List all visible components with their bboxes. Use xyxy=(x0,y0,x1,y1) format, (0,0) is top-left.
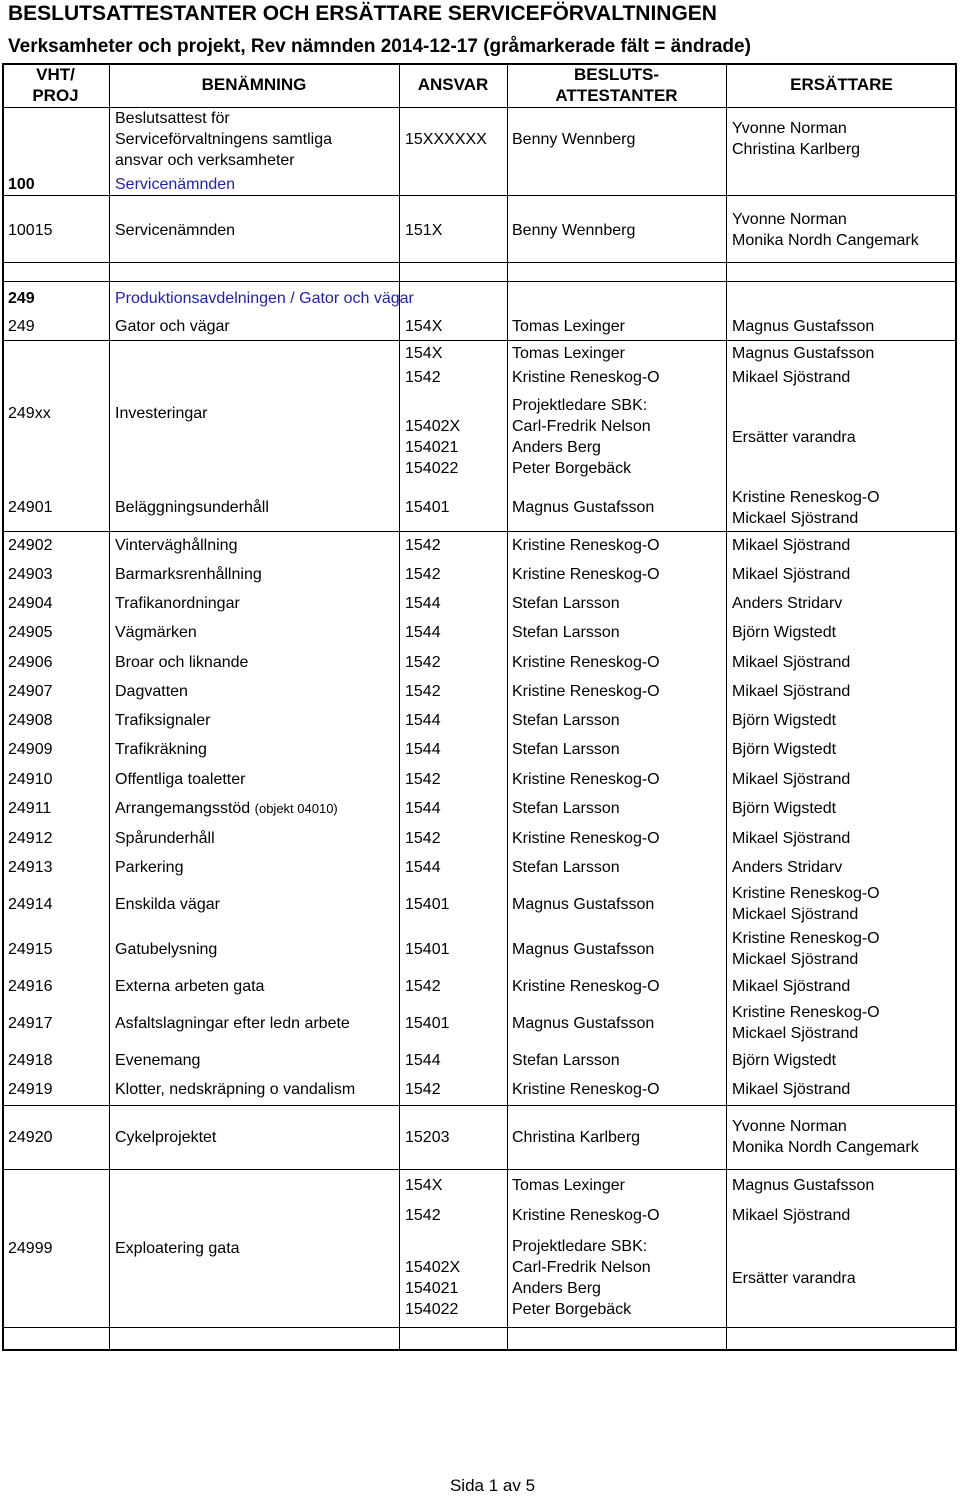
block1-ansvar: 15XXXXXX xyxy=(405,131,487,148)
page-title: BESLUTSATTESTANTER OCH ERSÄTTARE SERVICEFÖRVALTNINGEN xyxy=(8,2,717,25)
row-ersattare: Yvonne Norman Monika Nordh Cangemark xyxy=(732,211,919,249)
row-code: 24908 xyxy=(8,712,53,729)
row-code: 24999 xyxy=(8,1240,53,1257)
row-ersattare: Björn Wigstedt xyxy=(732,1052,837,1069)
row-ersattare: Mikael Sjöstrand xyxy=(732,683,851,700)
header-besluts-line2: ATTESTANTER xyxy=(555,86,678,105)
row-code: 24917 xyxy=(8,1015,53,1032)
col-divider xyxy=(399,63,400,1351)
row-name: Evenemang xyxy=(115,1052,201,1069)
block1-ersattare: Yvonne Norman Christina Karlberg xyxy=(732,120,861,158)
row-name: Vägmärken xyxy=(115,624,197,641)
row-name: Gatubelysning xyxy=(115,941,218,958)
row-name: Offentliga toaletter xyxy=(115,771,246,788)
row-name: Investeringar xyxy=(115,405,208,422)
row-attestant: Kristine Reneskog-O xyxy=(512,1081,660,1098)
row-attestant: Christina Karlberg xyxy=(512,1129,641,1146)
header-ersattare: ERSÄTTARE xyxy=(790,75,893,94)
row-ersattare: Magnus Gustafsson xyxy=(732,345,875,362)
row-ansvar: 151X xyxy=(405,222,443,239)
row-code: 24914 xyxy=(8,896,53,913)
page-subtitle: Verksamheter och projekt, Rev nämnden 2014-12-17 (gråmarkerade fält = ändrade) xyxy=(8,36,751,57)
projektledare-list: Carl-Fredrik Nelson Anders Berg Peter Borgebäck xyxy=(512,1259,651,1318)
section-code: 249 xyxy=(8,290,35,307)
row-name: Trafikräkning xyxy=(115,741,207,758)
row-name: Barmarksrenhållning xyxy=(115,566,262,583)
projektledare-list: Carl-Fredrik Nelson Anders Berg Peter Borgebäck xyxy=(512,418,651,477)
row-ansvar: 1544 xyxy=(405,624,441,641)
row-ansvar: 15401 xyxy=(405,499,450,516)
row-code: 24905 xyxy=(8,624,53,641)
row-code: 24918 xyxy=(8,1052,53,1069)
row-code: 249xx xyxy=(8,405,51,422)
row-ersattare: Mikael Sjöstrand xyxy=(732,566,851,583)
row-code: 24904 xyxy=(8,595,53,612)
row-note: (objekt 04010) xyxy=(254,801,338,816)
row-attestant: Kristine Reneskog-O xyxy=(512,537,660,554)
header-vht-proj xyxy=(2,64,109,106)
row-ersattare: Magnus Gustafsson xyxy=(732,1177,875,1194)
row-code: 24907 xyxy=(8,683,53,700)
row-code: 24906 xyxy=(8,654,53,671)
row-ansvar: 1544 xyxy=(405,1052,441,1069)
row-code: 24909 xyxy=(8,741,53,758)
row-ansvar: 15401 xyxy=(405,1015,450,1032)
header-beslutsattestanter xyxy=(507,64,726,106)
row-divider xyxy=(2,1327,957,1328)
row-ansvar: 1544 xyxy=(405,712,441,729)
section-code: 100 xyxy=(8,176,35,193)
row-attestant: Kristine Reneskog-O xyxy=(512,978,660,995)
row-divider xyxy=(2,1105,957,1106)
row-ersattare: Björn Wigstedt xyxy=(732,624,837,641)
row-divider xyxy=(2,195,957,196)
row-attestant: Tomas Lexinger xyxy=(512,318,625,335)
row-ansvar: 1542 xyxy=(405,978,441,995)
row-code: 10015 xyxy=(8,222,53,239)
row-code: 249 xyxy=(8,318,35,335)
row-ansvar: 1544 xyxy=(405,595,441,612)
row-ansvar: 15401 xyxy=(405,941,450,958)
row-ansvar: 154X xyxy=(405,345,443,362)
row-name: Dagvatten xyxy=(115,683,188,700)
row-ansvar: 1542 xyxy=(405,771,441,788)
row-attestant: Magnus Gustafsson xyxy=(512,941,655,958)
row-code: 24910 xyxy=(8,771,53,788)
row-attestant: Benny Wennberg xyxy=(512,222,636,239)
row-ersattare: Kristine Reneskog-O Mickael Sjöstrand xyxy=(732,489,880,527)
row-name: Klotter, nedskräpning o vandalism xyxy=(115,1081,356,1098)
row-attestant: Tomas Lexinger xyxy=(512,345,625,362)
row-ersattare: Mikael Sjöstrand xyxy=(732,1207,851,1224)
row-attestant: Magnus Gustafsson xyxy=(512,499,655,516)
row-name: Exploatering gata xyxy=(115,1240,240,1257)
row-ersattare: Mikael Sjöstrand xyxy=(732,654,851,671)
row-name: Servicenämnden xyxy=(115,222,236,239)
projektledare-label: Projektledare SBK: xyxy=(512,397,648,414)
row-attestant: Stefan Larsson xyxy=(512,712,620,729)
row-ansvar: 1542 xyxy=(405,683,441,700)
col-divider xyxy=(109,63,110,1351)
row-ansvar: 1544 xyxy=(405,800,441,817)
row-code: 24915 xyxy=(8,941,53,958)
row-code: 24920 xyxy=(8,1129,53,1146)
row-ersattare: Kristine Reneskog-O Mickael Sjöstrand xyxy=(732,930,880,968)
section-name: Servicenämnden xyxy=(115,176,236,193)
row-ansvar: 1542 xyxy=(405,1207,441,1224)
row-name: Arrangemangsstöd (objekt 04010) xyxy=(115,800,338,817)
row-ersattare: Mikael Sjöstrand xyxy=(732,369,851,386)
row-attestant: Kristine Reneskog-O xyxy=(512,654,660,671)
row-code: 24911 xyxy=(8,800,52,817)
row-attestant: Kristine Reneskog-O xyxy=(512,1207,660,1224)
page-number: Sida 1 av 5 xyxy=(449,1476,536,1495)
row-ansvar: 154X xyxy=(405,1177,443,1194)
row-attestant: Kristine Reneskog-O xyxy=(512,771,660,788)
row-ersattare: Kristine Reneskog-O Mickael Sjöstrand xyxy=(732,1004,880,1042)
row-ersattare: Yvonne Norman Monika Nordh Cangemark xyxy=(732,1118,919,1156)
row-ansvar: 15203 xyxy=(405,1129,450,1146)
row-ersattare: Mikael Sjöstrand xyxy=(732,537,851,554)
row-code: 24903 xyxy=(8,566,53,583)
row-attestant: Stefan Larsson xyxy=(512,595,620,612)
row-ansvar-list: 15402X 154021 154022 xyxy=(405,418,461,477)
row-attestant: Tomas Lexinger xyxy=(512,1177,625,1194)
row-name: Gator och vägar xyxy=(115,318,230,335)
row-divider xyxy=(2,340,957,341)
row-ansvar: 15401 xyxy=(405,896,450,913)
row-name: Trafiksignaler xyxy=(115,712,211,729)
row-divider xyxy=(2,262,957,263)
header-vht-line2: PROJ xyxy=(32,86,79,105)
row-ersattare: Anders Stridarv xyxy=(732,859,843,876)
block1-name: Beslutsattest för Serviceförvaltningens samtliga ansvar och verksamheter xyxy=(115,110,332,169)
row-ansvar: 1542 xyxy=(405,1081,441,1098)
row-ersattare: Björn Wigstedt xyxy=(732,800,837,817)
row-ersattare: Björn Wigstedt xyxy=(732,712,837,729)
header-vht-line1: VHT/ xyxy=(36,65,75,84)
col-divider xyxy=(726,63,727,1351)
row-name: Spårunderhåll xyxy=(115,830,215,847)
row-name: Parkering xyxy=(115,859,184,876)
row-divider xyxy=(2,281,957,282)
row-attestant: Stefan Larsson xyxy=(512,741,620,758)
row-attestant: Stefan Larsson xyxy=(512,800,620,817)
row-name: Enskilda vägar xyxy=(115,896,220,913)
row-ansvar: 1542 xyxy=(405,369,441,386)
row-ersattare: Ersätter varandra xyxy=(732,429,856,446)
header-besluts-line1: BESLUTS- xyxy=(574,65,659,84)
row-name: Vinterväghållning xyxy=(115,537,238,554)
row-attestant: Magnus Gustafsson xyxy=(512,896,655,913)
row-ersattare: Magnus Gustafsson xyxy=(732,318,875,335)
row-ansvar: 154X xyxy=(405,318,443,335)
row-attestant: Kristine Reneskog-O xyxy=(512,683,660,700)
row-ersattare: Ersätter varandra xyxy=(732,1270,856,1287)
row-ansvar: 1542 xyxy=(405,537,441,554)
row-ersattare: Mikael Sjöstrand xyxy=(732,771,851,788)
row-attestant: Stefan Larsson xyxy=(512,1052,620,1069)
row-ansvar-list: 15402X 154021 154022 xyxy=(405,1259,461,1318)
row-attestant: Stefan Larsson xyxy=(512,624,620,641)
row-attestant: Kristine Reneskog-O xyxy=(512,830,660,847)
row-ersattare: Kristine Reneskog-O Mickael Sjöstrand xyxy=(732,885,880,923)
row-name: Beläggningsunderhåll xyxy=(115,499,269,516)
row-ansvar: 1542 xyxy=(405,830,441,847)
row-code: 24912 xyxy=(8,830,53,847)
projektledare-label: Projektledare SBK: xyxy=(512,1238,648,1255)
row-ansvar: 1544 xyxy=(405,741,441,758)
row-ersattare: Mikael Sjöstrand xyxy=(732,830,851,847)
row-attestant: Stefan Larsson xyxy=(512,859,620,876)
row-code: 24902 xyxy=(8,537,53,554)
row-name: Externa arbeten gata xyxy=(115,978,265,995)
row-divider xyxy=(2,1169,957,1170)
row-attestant: Magnus Gustafsson xyxy=(512,1015,655,1032)
row-attestant: Kristine Reneskog-O xyxy=(512,566,660,583)
row-code: 24901 xyxy=(8,499,53,516)
header-ansvar: ANSVAR xyxy=(417,75,489,94)
row-code: 24913 xyxy=(8,859,53,876)
row-attestant: Kristine Reneskog-O xyxy=(512,369,660,386)
row-name: Broar och liknande xyxy=(115,654,249,671)
row-ersattare: Mikael Sjöstrand xyxy=(732,978,851,995)
header-benamning: BENÄMNING xyxy=(201,75,307,94)
row-ersattare: Björn Wigstedt xyxy=(732,741,837,758)
col-divider xyxy=(507,63,508,1351)
row-code: 24916 xyxy=(8,978,53,995)
row-name: Asfaltslagningar efter ledn arbete xyxy=(115,1015,350,1032)
row-code: 24919 xyxy=(8,1081,53,1098)
block1-attestant: Benny Wennberg xyxy=(512,131,636,148)
row-name: Cykelprojektet xyxy=(115,1129,217,1146)
row-ansvar: 1542 xyxy=(405,566,441,583)
row-ansvar: 1542 xyxy=(405,654,441,671)
row-ersattare: Mikael Sjöstrand xyxy=(732,1081,851,1098)
row-divider xyxy=(2,531,957,532)
row-ersattare: Anders Stridarv xyxy=(732,595,843,612)
section-name: Produktionsavdelningen / Gator och vägar xyxy=(115,290,414,307)
row-ansvar: 1544 xyxy=(405,859,441,876)
row-name: Trafikanordningar xyxy=(115,595,240,612)
